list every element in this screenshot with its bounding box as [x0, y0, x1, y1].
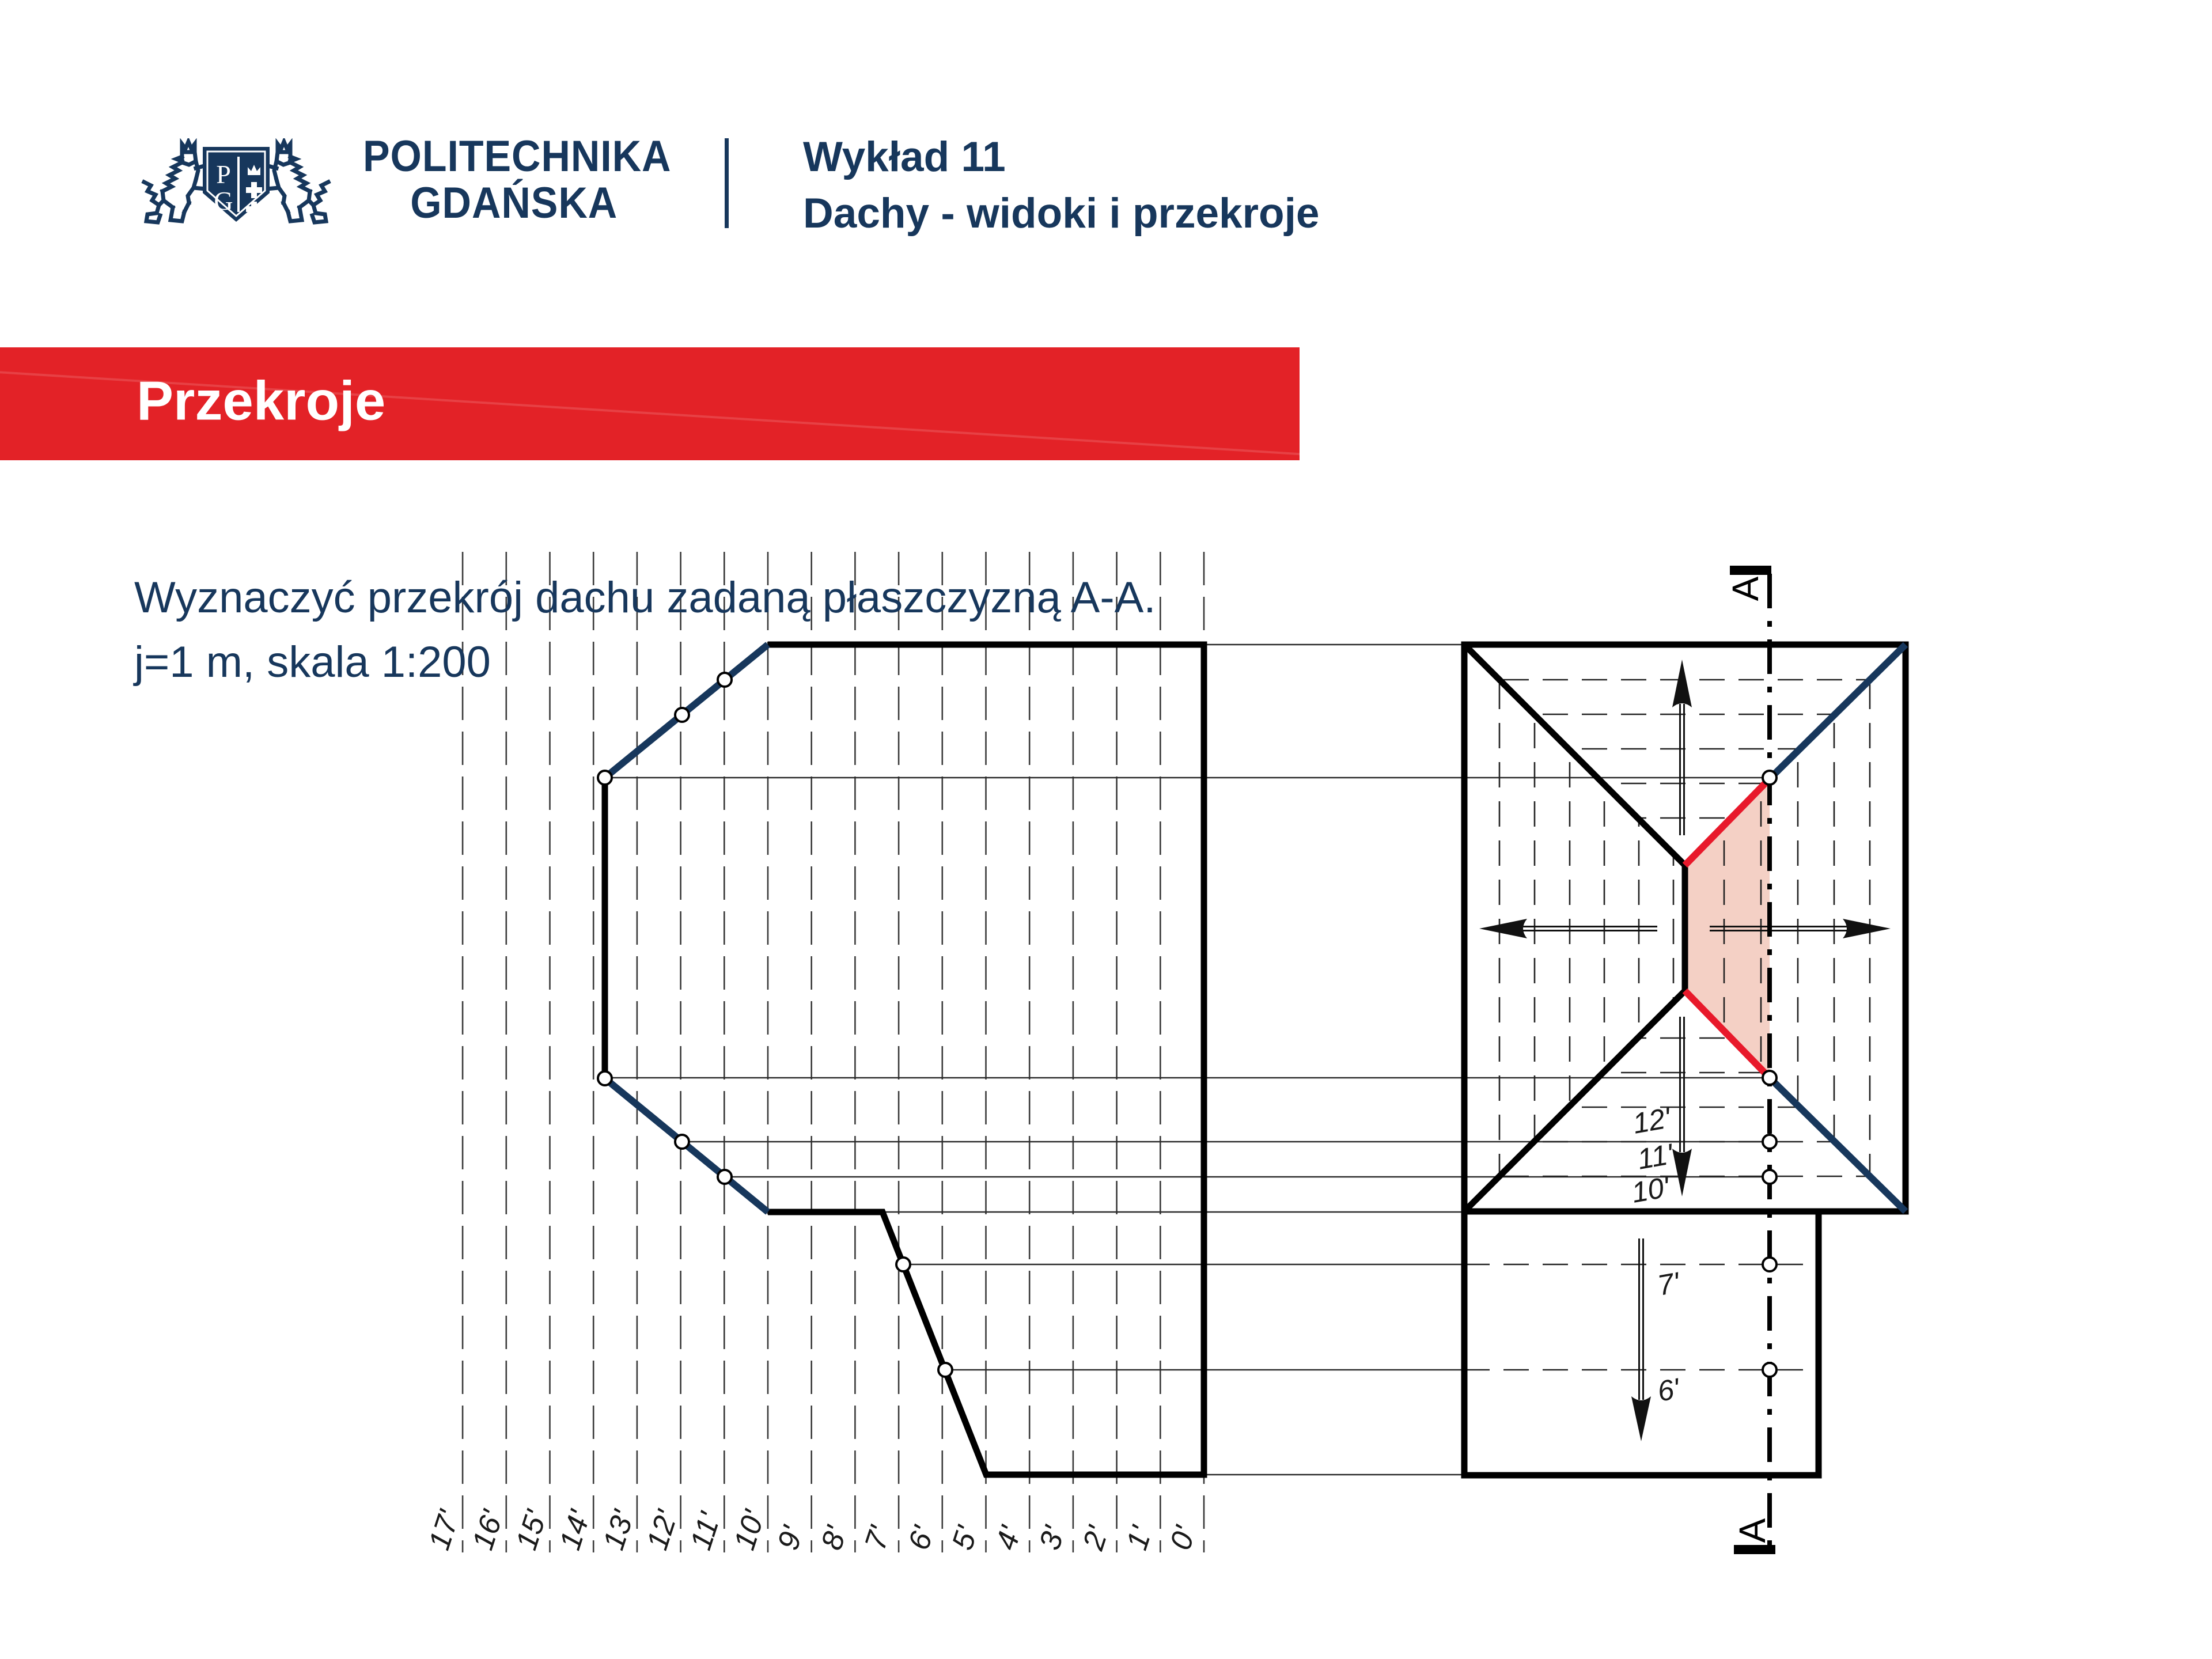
slope-arrow-left [1479, 919, 1657, 938]
point-marker [1763, 1135, 1777, 1149]
grid-label-15: 15' [509, 1506, 554, 1554]
level-label-10: 10' [1629, 1171, 1672, 1209]
task-line1: Wyznaczyć przekrój dachu zadaną płaszczyzną A-A. [134, 573, 1156, 622]
point-marker [598, 771, 612, 785]
grid-label-3: 3' [1033, 1522, 1072, 1554]
point-marker [675, 708, 689, 722]
grid-label-7: 7' [858, 1522, 897, 1554]
point-marker [718, 1170, 732, 1184]
grid-label-6: 6' [902, 1522, 941, 1554]
grid-label-2: 2' [1076, 1522, 1116, 1554]
annex-slope-arrow-down [1631, 1238, 1651, 1441]
level-label-7: 7' [1655, 1266, 1682, 1302]
hip-top-right [1770, 645, 1906, 779]
annex-contours [1464, 1264, 1819, 1370]
grid-label-16: 16' [466, 1506, 510, 1554]
transfer-lines [605, 645, 1770, 1475]
shield-letter-g: G [214, 186, 233, 215]
grid-label-5: 5' [945, 1522, 984, 1554]
point-marker [1763, 1363, 1777, 1377]
grid-label-4: 4' [989, 1522, 1028, 1554]
point-marker [598, 1071, 612, 1085]
university-name-line2: GDAŃSKA [410, 179, 618, 228]
grid-label-0: 0' [1164, 1522, 1203, 1554]
point-marker [896, 1257, 910, 1271]
section-mark-top: A [1725, 576, 1766, 601]
slope-arrow-up [1672, 660, 1692, 835]
level-label-11: 11' [1635, 1138, 1676, 1176]
grid-label-11: 11' [684, 1508, 728, 1554]
measuring-grid-labels [422, 1505, 1203, 1554]
point-marker [938, 1363, 952, 1377]
grid-label-9: 9' [771, 1522, 810, 1554]
point-marker [1763, 1071, 1777, 1085]
grid-label-10: 10' [728, 1506, 772, 1554]
point-marker [1763, 1257, 1777, 1271]
measuring-grid [463, 552, 1204, 1552]
section-profile-outline [605, 645, 1204, 1475]
section-mark-bottom: A [1732, 1518, 1773, 1543]
shield-letter-p: P [216, 160, 231, 189]
hip-top-left [1464, 645, 1685, 865]
university-name-line1: POLITECHNIKA [363, 132, 672, 181]
grid-label-14: 14' [553, 1506, 597, 1554]
grid-label-13: 13' [597, 1506, 641, 1554]
lecture-number: Wykład 11 [803, 134, 1006, 180]
point-marker [675, 1135, 689, 1149]
task-line2: j=1 m, skala 1:200 [134, 638, 491, 687]
task-text [134, 566, 1156, 695]
banner-title: Przekroje [137, 370, 386, 432]
level-label-6: 6' [1655, 1372, 1682, 1408]
hip-bottom-right [1770, 1078, 1906, 1211]
grid-label-1: 1' [1120, 1522, 1159, 1554]
grid-label-8: 8' [815, 1522, 854, 1554]
point-marker [1763, 771, 1777, 785]
lecture-title: Dachy - widoki i przekroje [803, 190, 1320, 237]
grid-label-17: 17' [422, 1506, 467, 1554]
point-marker [1763, 1170, 1777, 1184]
grid-label-12: 12' [640, 1506, 684, 1554]
level-label-12: 12' [1630, 1101, 1673, 1140]
